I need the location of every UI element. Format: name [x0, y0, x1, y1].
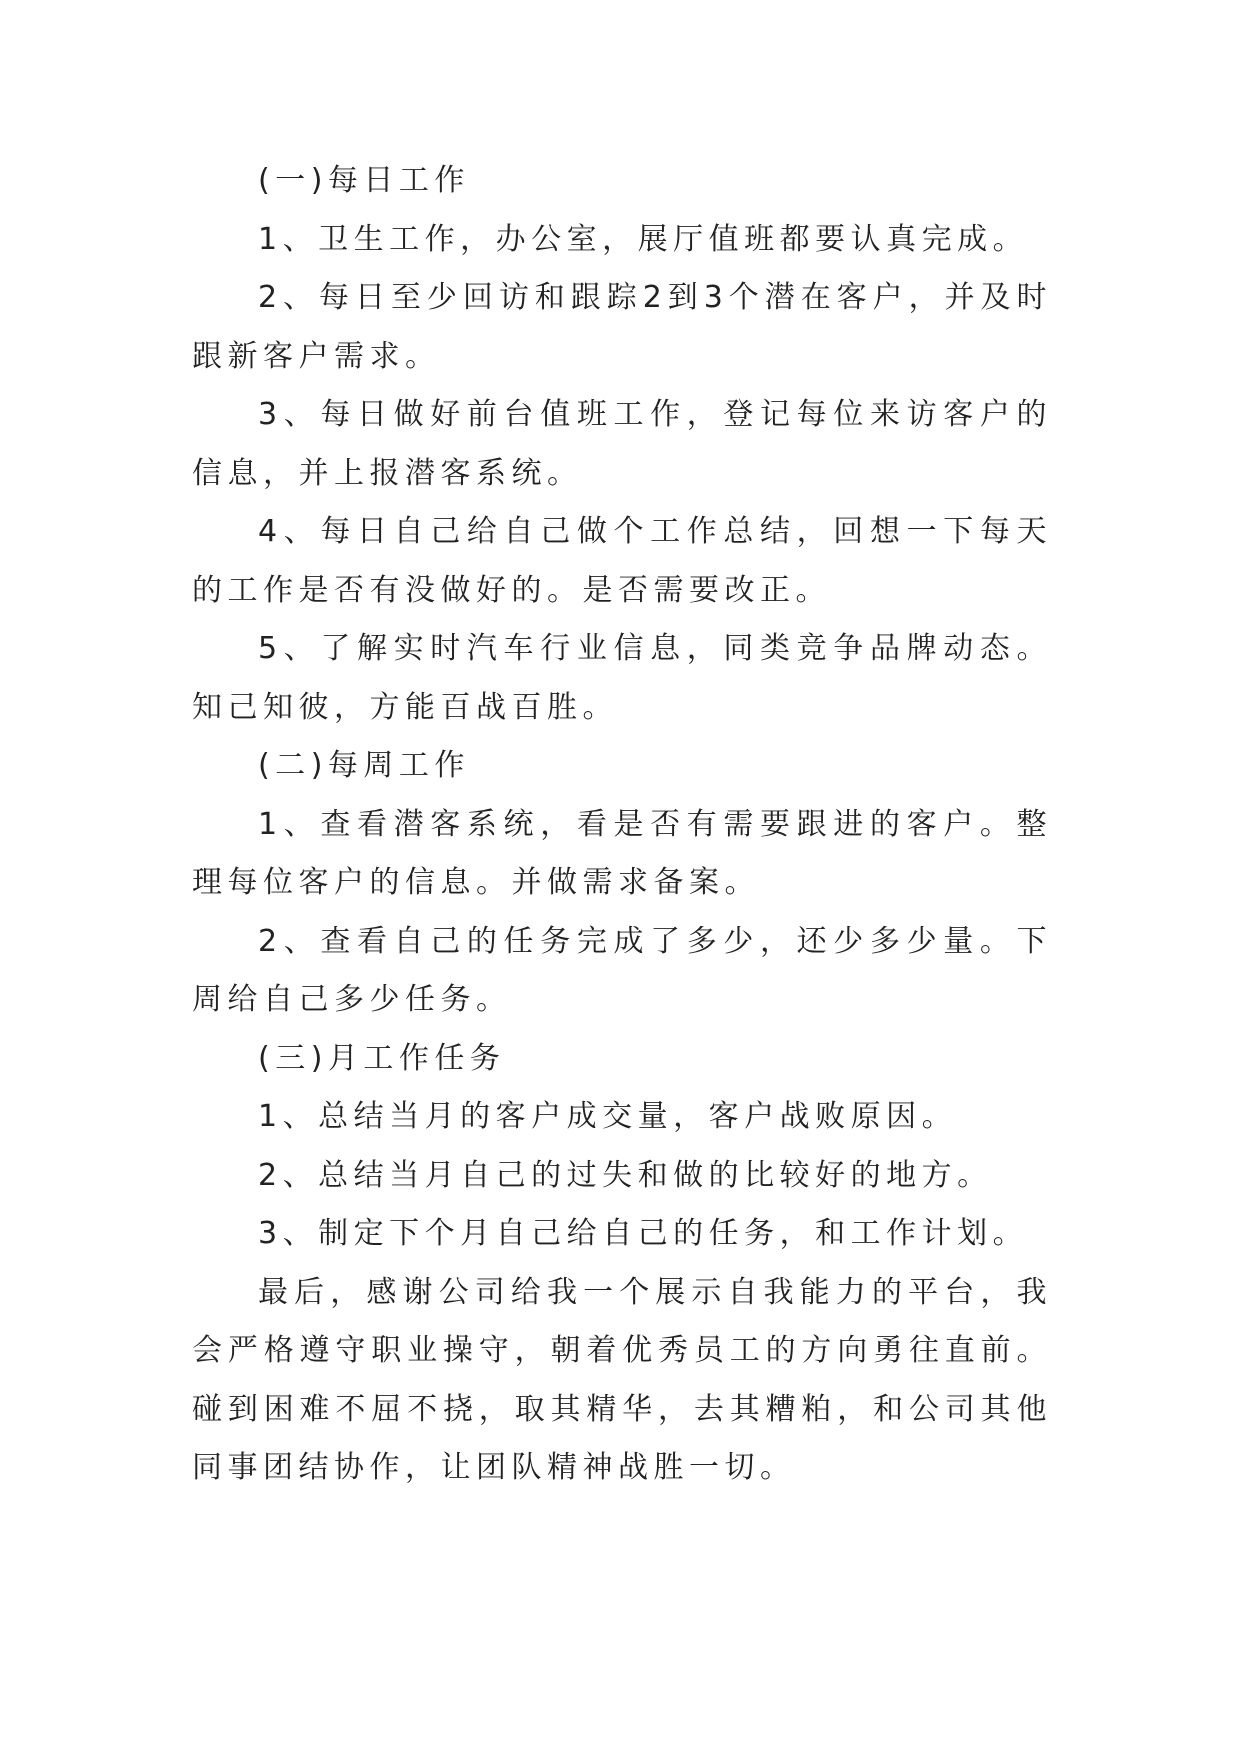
- section-heading-monthly: (三)月工作任务: [258, 1040, 506, 1076]
- daily-item-3: 3、每日做好前台值班工作，登记每位来访客户的信息，并上报潜客系统。: [192, 397, 1052, 491]
- monthly-item-1: 1、总结当月的客户成交量，客户战败原因。: [258, 1099, 958, 1134]
- monthly-item-2: 2、总结当月自己的过失和做的比较好的地方。: [258, 1157, 993, 1193]
- daily-item-2: 2、每日至少回访和跟踪2到3个潜在客户，并及时跟新客户需求。: [192, 280, 1052, 374]
- daily-item-4: 4、每日自己给自己做个工作总结，回想一下每天的工作是否有没做好的。是否需要改正。: [192, 514, 1052, 608]
- monthly-item-3: 3、制定下个月自己给自己的任务，和工作计划。: [258, 1216, 1029, 1251]
- daily-item-1: 1、卫生工作，办公室，展厅值班都要认真完成。: [258, 221, 1029, 257]
- document-body: [192, 152, 1052, 1498]
- closing-paragraph: 最后，感谢公司给我一个展示自我能力的平台，我会严格遵守职业操守，朝着优秀员工的方向勇往直前。碰到困难不屈不挠，取其精华，去其糟粕，和公司其他同事团结协作，让团队精神战胜一切。: [192, 1274, 1052, 1485]
- weekly-item-2: 2、查看自己的任务完成了多少，还少多少量。下周给自己多少任务。: [192, 923, 1052, 1017]
- weekly-item-1: 1、查看潜客系统，看是否有需要跟进的客户。整理每位客户的信息。并做需求备案。: [192, 806, 1052, 900]
- section-heading-daily: (一)每日工作: [258, 163, 470, 198]
- daily-item-5: 5、了解实时汽车行业信息，同类竞争品牌动态。知己知彼，方能百战百胜。: [192, 631, 1052, 725]
- section-heading-weekly: (二)每周工作: [258, 748, 470, 783]
